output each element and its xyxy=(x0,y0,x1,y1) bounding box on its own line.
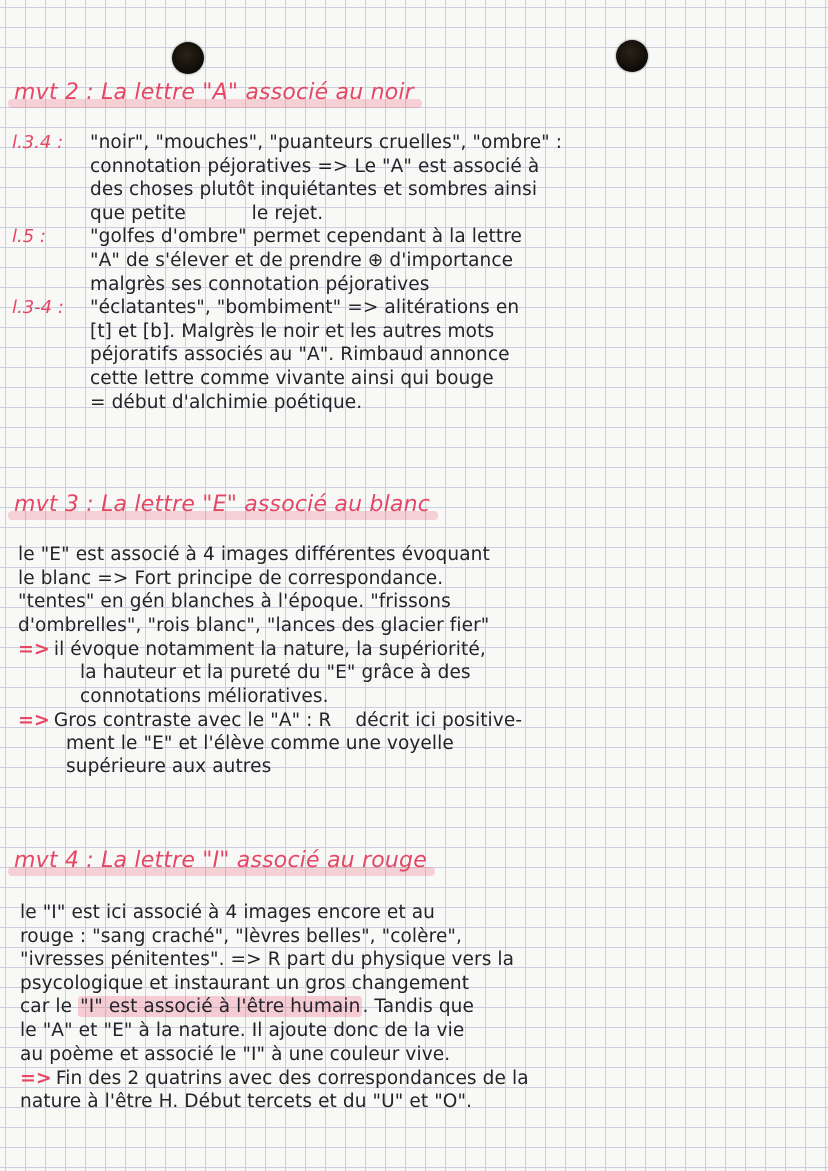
note-text: "tentes" en gén blanches à l'époque. "frissons xyxy=(18,591,451,613)
note-text: péjoratifs associés au "A". Rimbaud annonce xyxy=(90,344,510,366)
arrow-icon: => xyxy=(18,638,50,661)
note-line xyxy=(12,179,812,203)
note-line xyxy=(20,973,820,997)
note-text: "ivresses pénitentes". => R part du physique vers la xyxy=(20,949,515,971)
note-text: ment le "E" et l'élève comme une voyelle xyxy=(66,732,454,754)
note-text: le "I" est ici associé à 4 images encore et au xyxy=(20,902,435,923)
note-line xyxy=(12,250,812,274)
note-line xyxy=(18,756,818,780)
note-line xyxy=(12,297,812,321)
note-text: le "A" et "E" à la nature. Il ajoute donc de la vie xyxy=(20,1019,465,1041)
note-text: cette lettre comme vivante ainsi qui bouge xyxy=(90,367,494,389)
note-text: que petite le rejet. xyxy=(90,202,324,224)
note-text: connotations mélioratives. xyxy=(80,685,329,707)
line-marker: l.3.4 : xyxy=(12,132,64,153)
note-text: supérieure aux autres xyxy=(66,756,272,778)
note-text: Fin des 2 quatrins avec des correspondances de la xyxy=(55,1068,529,1090)
note-line xyxy=(18,686,818,710)
note-text: nature à l'être H. Début tercets et du "U" et "O". xyxy=(20,1090,473,1112)
note-line xyxy=(18,709,818,733)
note-line xyxy=(18,638,818,662)
note-line xyxy=(20,926,820,950)
note-text: "A" de s'élever et de prendre ⊕ d'importance xyxy=(90,249,514,271)
note-line xyxy=(18,615,818,639)
note-text: rouge : "sang craché", "lèvres belles", "colère", xyxy=(20,925,463,947)
arrow-icon: => xyxy=(18,709,50,732)
note-text: "golfes d'ombre" permet cependant à la lettre xyxy=(90,226,522,248)
note-text: malgrès ses connotation péjoratives xyxy=(90,273,430,295)
note-line xyxy=(18,544,818,568)
note-line xyxy=(18,733,818,757)
note-text: "éclatantes", "bombiment" => alitérations en xyxy=(90,297,520,319)
section-heading-mvt4: mvt 4 : La lettre "I" associé au rouge xyxy=(14,848,427,873)
section-heading-mvt3: mvt 3 : La lettre "E" associé au blanc xyxy=(14,492,431,517)
note-line xyxy=(20,949,820,973)
note-text: connotation péjoratives => Le "A" est associé à xyxy=(90,155,540,177)
note-text: il évoque notamment la nature, la supériorité, xyxy=(53,639,486,661)
note-text: "noir", "mouches", "puanteurs cruelles", "ombre" : xyxy=(90,132,563,153)
section-heading-mvt2: mvt 2 : La lettre "A" associé au noir xyxy=(14,80,414,105)
note-line xyxy=(20,1020,820,1044)
note-text xyxy=(20,996,474,1017)
section-body-mvt3 xyxy=(18,544,818,780)
line-marker: l.5 : xyxy=(12,226,46,248)
note-text: = début d'alchimie poétique. xyxy=(90,391,363,413)
note-line xyxy=(18,662,818,686)
note-line xyxy=(20,1044,820,1068)
note-line xyxy=(20,1091,820,1115)
note-text: Gros contraste avec le "A" : R décrit ici positive- xyxy=(53,710,523,732)
note-line xyxy=(12,203,812,227)
note-text: [t] et [b]. Malgrès le noir et les autres mots xyxy=(90,320,495,342)
line-marker: l.3-4 : xyxy=(12,297,64,319)
note-text: le "E" est associé à 4 images différentes évoquant xyxy=(18,544,490,565)
note-line xyxy=(12,156,812,180)
highlighted-phrase: "I" est associé à l'être humain xyxy=(80,996,361,1018)
note-line xyxy=(20,902,820,926)
section-body-mvt2 xyxy=(12,132,812,415)
note-text: psycologique et instaurant un gros changement xyxy=(20,972,470,994)
note-line xyxy=(12,368,812,392)
note-line xyxy=(18,591,818,615)
note-line xyxy=(18,568,818,592)
note-text: d'ombrelles", "rois blanc", "lances des glacier fier" xyxy=(18,614,490,636)
note-line xyxy=(12,392,812,416)
note-line xyxy=(12,321,812,345)
note-line xyxy=(20,1067,820,1091)
note-text-post: . Tandis que xyxy=(362,996,474,1018)
section-body-mvt4 xyxy=(20,902,820,1114)
note-line xyxy=(20,996,820,1020)
note-line xyxy=(12,226,812,250)
note-text: la hauteur et la pureté du "E" grâce à des xyxy=(80,661,471,683)
note-line xyxy=(12,344,812,368)
note-line xyxy=(12,132,812,156)
arrow-icon: => xyxy=(20,1067,52,1090)
note-text: des choses plutôt inquiétantes et sombres ainsi xyxy=(90,179,538,201)
note-line xyxy=(12,274,812,298)
note-text: le blanc => Fort principe de correspondance. xyxy=(18,567,444,589)
note-text-pre: car le xyxy=(20,996,79,1018)
note-text: au poème et associé le "I" à une couleur vive. xyxy=(20,1043,451,1065)
